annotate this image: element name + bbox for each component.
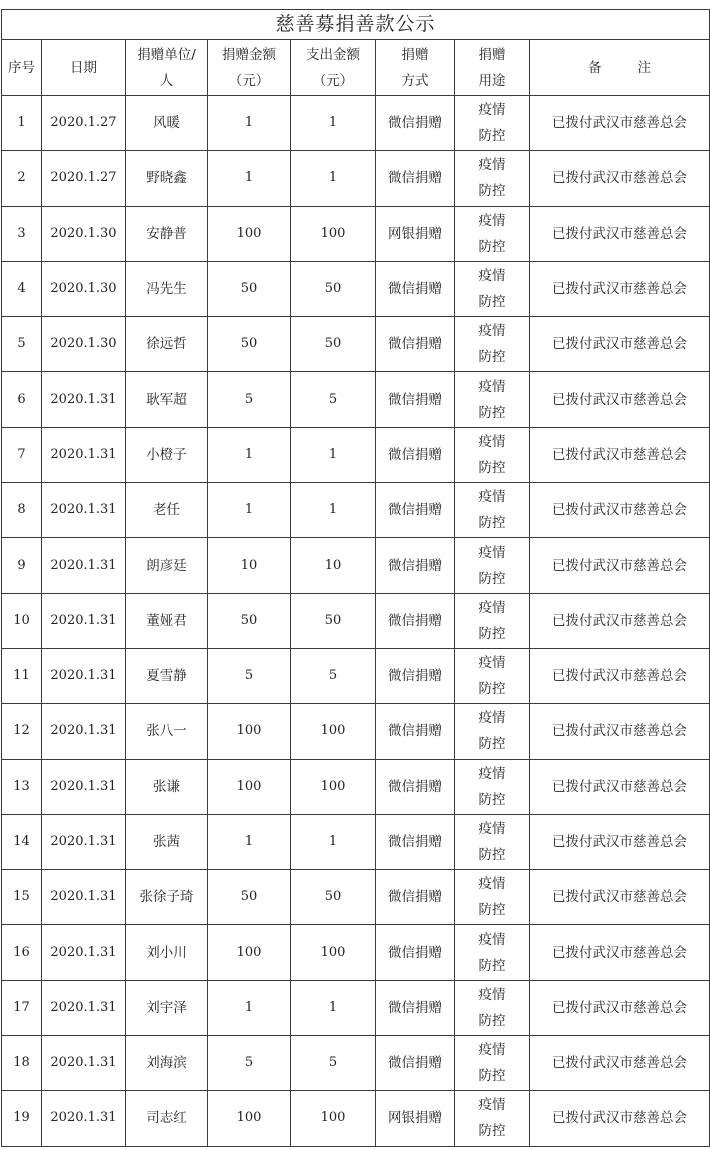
header-donor-line1: 捐赠单位/ (137, 46, 196, 63)
table-row (2, 538, 710, 593)
header-donor (126, 40, 208, 96)
header-expense (291, 40, 376, 96)
cell-donor: 张徐子琦 (126, 870, 208, 925)
cell-note: 已拨付武汉市慈善总会 (530, 704, 710, 759)
cell-purpose-line2: 防控 (478, 349, 506, 366)
cell-date: 2020.1.31 (42, 980, 126, 1035)
cell-purpose (455, 704, 530, 759)
cell-date: 2020.1.31 (42, 538, 126, 593)
cell-donor: 夏雪静 (126, 648, 208, 703)
cell-purpose-line2: 防控 (478, 736, 506, 753)
cell-donor: 刘海滨 (126, 1036, 208, 1091)
cell-donor: 野晓鑫 (126, 151, 208, 206)
cell-date: 2020.1.31 (42, 1036, 126, 1091)
cell-date: 2020.1.31 (42, 870, 126, 925)
cell-date: 2020.1.31 (42, 593, 126, 648)
cell-donor: 朗彦廷 (126, 538, 208, 593)
cell-donation: 100 (208, 759, 291, 814)
cell-purpose (455, 593, 530, 648)
cell-donation: 100 (208, 1091, 291, 1146)
cell-purpose-line1: 疫情 (478, 544, 506, 561)
cell-date: 2020.1.30 (42, 317, 126, 372)
cell-index: 5 (2, 317, 42, 372)
cell-purpose-line1: 疫情 (478, 821, 506, 837)
cell-purpose-line1: 疫情 (478, 212, 506, 229)
cell-expense: 5 (291, 648, 376, 703)
table-row (2, 704, 710, 759)
cell-donation: 50 (208, 317, 291, 372)
cell-index: 9 (2, 538, 42, 593)
cell-purpose-line1: 疫情 (478, 378, 506, 395)
cell-purpose-line2: 防控 (478, 238, 506, 255)
table-row (2, 261, 710, 316)
cell-method: 微信捐赠 (376, 261, 455, 316)
cell-purpose-line1: 疫情 (478, 1097, 506, 1114)
table-row (2, 759, 710, 814)
cell-method: 微信捐赠 (376, 704, 455, 759)
cell-date: 2020.1.31 (42, 759, 126, 814)
header-donation-line1: 捐赠金额 (222, 46, 276, 63)
cell-note: 已拨付武汉市慈善总会 (530, 925, 710, 980)
cell-purpose-line2: 防控 (478, 1012, 506, 1029)
cell-method: 微信捐赠 (376, 538, 455, 593)
table-row (2, 317, 710, 372)
cell-index: 3 (2, 206, 42, 261)
cell-note: 已拨付武汉市慈善总会 (530, 427, 710, 482)
cell-expense: 5 (291, 1036, 376, 1091)
cell-note: 已拨付武汉市慈善总会 (530, 96, 710, 151)
cell-note: 已拨付武汉市慈善总会 (530, 593, 710, 648)
cell-purpose-line1: 疫情 (478, 433, 506, 450)
cell-expense: 10 (291, 538, 376, 593)
cell-index: 8 (2, 483, 42, 538)
cell-donation: 1 (208, 980, 291, 1035)
cell-date: 2020.1.31 (42, 704, 126, 759)
cell-donor: 董娅君 (126, 593, 208, 648)
cell-donation: 1 (208, 151, 291, 206)
header-method (376, 40, 455, 96)
cell-purpose-line1: 疫情 (478, 710, 506, 727)
cell-purpose (455, 427, 530, 482)
table-title: 慈善募捐善款公示 (2, 10, 710, 40)
cell-purpose (455, 206, 530, 261)
cell-method: 微信捐赠 (376, 1036, 455, 1091)
cell-purpose-line2: 防控 (478, 902, 506, 919)
cell-donation: 1 (208, 483, 291, 538)
cell-index: 1 (2, 96, 42, 151)
cell-expense: 50 (291, 870, 376, 925)
cell-expense: 50 (291, 317, 376, 372)
cell-donor: 老任 (126, 483, 208, 538)
header-row (2, 40, 710, 96)
cell-expense: 50 (291, 593, 376, 648)
cell-purpose-line2: 防控 (478, 404, 506, 421)
cell-date: 2020.1.31 (42, 1091, 126, 1146)
cell-donor: 司志红 (126, 1091, 208, 1146)
table-row (2, 372, 710, 427)
cell-purpose-line2: 防控 (478, 1123, 506, 1140)
cell-method: 微信捐赠 (376, 317, 455, 372)
cell-note: 已拨付武汉市慈善总会 (530, 814, 710, 869)
cell-method: 微信捐赠 (376, 870, 455, 925)
cell-purpose (455, 1091, 530, 1146)
cell-purpose-line1: 疫情 (478, 323, 506, 340)
cell-purpose-line2: 防控 (478, 791, 506, 808)
cell-purpose (455, 261, 530, 316)
header-expense-line1: 支出金额 (306, 46, 360, 63)
cell-date: 2020.1.30 (42, 261, 126, 316)
cell-expense: 100 (291, 925, 376, 980)
cell-note: 已拨付武汉市慈善总会 (530, 317, 710, 372)
cell-method: 微信捐赠 (376, 151, 455, 206)
cell-donation: 50 (208, 870, 291, 925)
cell-method: 微信捐赠 (376, 759, 455, 814)
cell-purpose (455, 317, 530, 372)
cell-index: 15 (2, 870, 42, 925)
cell-index: 10 (2, 593, 42, 648)
cell-expense: 100 (291, 704, 376, 759)
cell-index: 19 (2, 1091, 42, 1146)
table-row (2, 96, 710, 151)
cell-method: 微信捐赠 (376, 372, 455, 427)
cell-date: 2020.1.31 (42, 427, 126, 482)
cell-donor: 小橙子 (126, 427, 208, 482)
cell-method: 微信捐赠 (376, 593, 455, 648)
header-donation-line2: （元） (228, 72, 270, 89)
cell-donation: 50 (208, 593, 291, 648)
table-row (2, 648, 710, 703)
cell-method: 网银捐赠 (376, 206, 455, 261)
cell-donation: 10 (208, 538, 291, 593)
table-row (2, 206, 710, 261)
cell-method: 微信捐赠 (376, 483, 455, 538)
table-row (2, 151, 710, 206)
cell-purpose (455, 759, 530, 814)
cell-expense: 100 (291, 1091, 376, 1146)
donation-disclosure-sheet (1, 9, 710, 1147)
header-expense-line2: （元） (312, 72, 354, 89)
cell-donation: 5 (208, 648, 291, 703)
cell-donor: 张八一 (126, 704, 208, 759)
cell-purpose (455, 96, 530, 151)
header-donation (208, 40, 291, 96)
table-row (2, 1036, 710, 1091)
table-row (2, 814, 710, 869)
cell-purpose-line2: 防控 (478, 681, 506, 698)
cell-purpose-line2: 防控 (478, 294, 506, 311)
cell-donor: 张茜 (126, 814, 208, 869)
cell-note: 已拨付武汉市慈善总会 (530, 483, 710, 538)
cell-expense: 1 (291, 96, 376, 151)
table-row (2, 980, 710, 1035)
cell-method: 微信捐赠 (376, 980, 455, 1035)
cell-note: 已拨付武汉市慈善总会 (530, 648, 710, 703)
cell-date: 2020.1.31 (42, 372, 126, 427)
cell-expense: 1 (291, 427, 376, 482)
cell-note: 已拨付武汉市慈善总会 (530, 980, 710, 1035)
cell-note: 已拨付武汉市慈善总会 (530, 151, 710, 206)
cell-index: 6 (2, 372, 42, 427)
cell-purpose-line2: 防控 (478, 957, 506, 974)
cell-donor: 刘宇泽 (126, 980, 208, 1035)
cell-purpose-line2: 防控 (478, 570, 506, 587)
table-row (2, 1091, 710, 1146)
cell-method: 微信捐赠 (376, 648, 455, 703)
header-purpose-line1: 捐赠 (478, 46, 506, 63)
cell-date: 2020.1.27 (42, 96, 126, 151)
cell-index: 11 (2, 648, 42, 703)
cell-date: 2020.1.31 (42, 483, 126, 538)
cell-date: 2020.1.31 (42, 648, 126, 703)
cell-donor: 张谦 (126, 759, 208, 814)
cell-purpose-line2: 防控 (478, 1068, 506, 1085)
cell-purpose-line1: 疫情 (478, 489, 506, 506)
cell-index: 12 (2, 704, 42, 759)
cell-donor: 耿军超 (126, 372, 208, 427)
table-row (2, 870, 710, 925)
cell-purpose-line2: 防控 (478, 128, 506, 145)
cell-index: 16 (2, 925, 42, 980)
cell-index: 14 (2, 814, 42, 869)
cell-purpose-line1: 疫情 (478, 986, 506, 1003)
cell-date: 2020.1.30 (42, 206, 126, 261)
cell-method: 微信捐赠 (376, 925, 455, 980)
cell-expense: 1 (291, 483, 376, 538)
table-row (2, 427, 710, 482)
header-method-line2: 方式 (401, 72, 429, 89)
cell-index: 2 (2, 151, 42, 206)
cell-purpose (455, 538, 530, 593)
cell-donation: 5 (208, 1036, 291, 1091)
cell-purpose (455, 648, 530, 703)
cell-index: 18 (2, 1036, 42, 1091)
cell-note: 已拨付武汉市慈善总会 (530, 538, 710, 593)
header-purpose-line2: 用途 (478, 72, 506, 89)
cell-expense: 50 (291, 261, 376, 316)
cell-index: 4 (2, 261, 42, 316)
cell-method: 网银捐赠 (376, 1091, 455, 1146)
cell-method: 微信捐赠 (376, 814, 455, 869)
cell-purpose (455, 925, 530, 980)
cell-purpose (455, 151, 530, 206)
cell-purpose-line1: 疫情 (478, 102, 506, 119)
cell-expense: 1 (291, 151, 376, 206)
header-method-line1: 捐赠 (401, 46, 429, 63)
header-index: 序号 (2, 40, 42, 96)
cell-expense: 1 (291, 814, 376, 869)
cell-purpose-line1: 疫情 (478, 876, 506, 893)
donation-table (1, 9, 710, 1147)
table-row (2, 483, 710, 538)
cell-purpose (455, 1036, 530, 1091)
cell-donor: 徐远哲 (126, 317, 208, 372)
cell-purpose (455, 483, 530, 538)
cell-expense: 100 (291, 759, 376, 814)
cell-purpose (455, 870, 530, 925)
cell-purpose-line2: 防控 (478, 183, 506, 200)
cell-donor: 安静普 (126, 206, 208, 261)
cell-purpose (455, 980, 530, 1035)
cell-donation: 1 (208, 427, 291, 482)
cell-note: 已拨付武汉市慈善总会 (530, 206, 710, 261)
cell-purpose-line2: 防控 (478, 459, 506, 476)
cell-purpose-line1: 疫情 (478, 765, 506, 782)
cell-index: 17 (2, 980, 42, 1035)
cell-donation: 100 (208, 206, 291, 261)
cell-expense: 100 (291, 206, 376, 261)
cell-method: 微信捐赠 (376, 96, 455, 151)
cell-donation: 1 (208, 96, 291, 151)
cell-expense: 5 (291, 372, 376, 427)
cell-note: 已拨付武汉市慈善总会 (530, 372, 710, 427)
cell-note: 已拨付武汉市慈善总会 (530, 1091, 710, 1146)
cell-purpose-line2: 防控 (478, 625, 506, 642)
cell-purpose (455, 814, 530, 869)
cell-date: 2020.1.27 (42, 151, 126, 206)
cell-donation: 5 (208, 372, 291, 427)
cell-note: 已拨付武汉市慈善总会 (530, 759, 710, 814)
cell-purpose-line1: 疫情 (478, 268, 506, 285)
table-row (2, 593, 710, 648)
cell-donation: 100 (208, 925, 291, 980)
header-purpose (455, 40, 530, 96)
cell-purpose-line2: 防控 (478, 515, 506, 532)
header-date: 日期 (42, 40, 126, 96)
table-row (2, 925, 710, 980)
cell-donation: 50 (208, 261, 291, 316)
cell-purpose-line1: 疫情 (478, 599, 506, 616)
header-note (530, 40, 710, 96)
cell-method: 微信捐赠 (376, 427, 455, 482)
cell-index: 7 (2, 427, 42, 482)
cell-expense: 1 (291, 980, 376, 1035)
cell-purpose (455, 372, 530, 427)
cell-note: 已拨付武汉市慈善总会 (530, 1036, 710, 1091)
cell-index: 13 (2, 759, 42, 814)
cell-donation: 100 (208, 704, 291, 759)
cell-note: 已拨付武汉市慈善总会 (530, 870, 710, 925)
cell-note: 已拨付武汉市慈善总会 (530, 261, 710, 316)
cell-donation: 1 (208, 814, 291, 869)
cell-purpose-line1: 疫情 (478, 655, 506, 672)
cell-purpose-line1: 疫情 (478, 157, 506, 174)
cell-donor: 刘小川 (126, 925, 208, 980)
cell-date: 2020.1.31 (42, 814, 126, 869)
cell-donor: 冯先生 (126, 261, 208, 316)
cell-date: 2020.1.31 (42, 925, 126, 980)
header-donor-line2: 人 (159, 72, 174, 89)
cell-purpose-line1: 疫情 (478, 931, 506, 948)
header-note-label: 备注 (588, 59, 687, 76)
cell-donor: 风暖 (126, 96, 208, 151)
cell-purpose-line1: 疫情 (478, 1042, 506, 1059)
cell-purpose-line2: 防控 (478, 847, 506, 863)
